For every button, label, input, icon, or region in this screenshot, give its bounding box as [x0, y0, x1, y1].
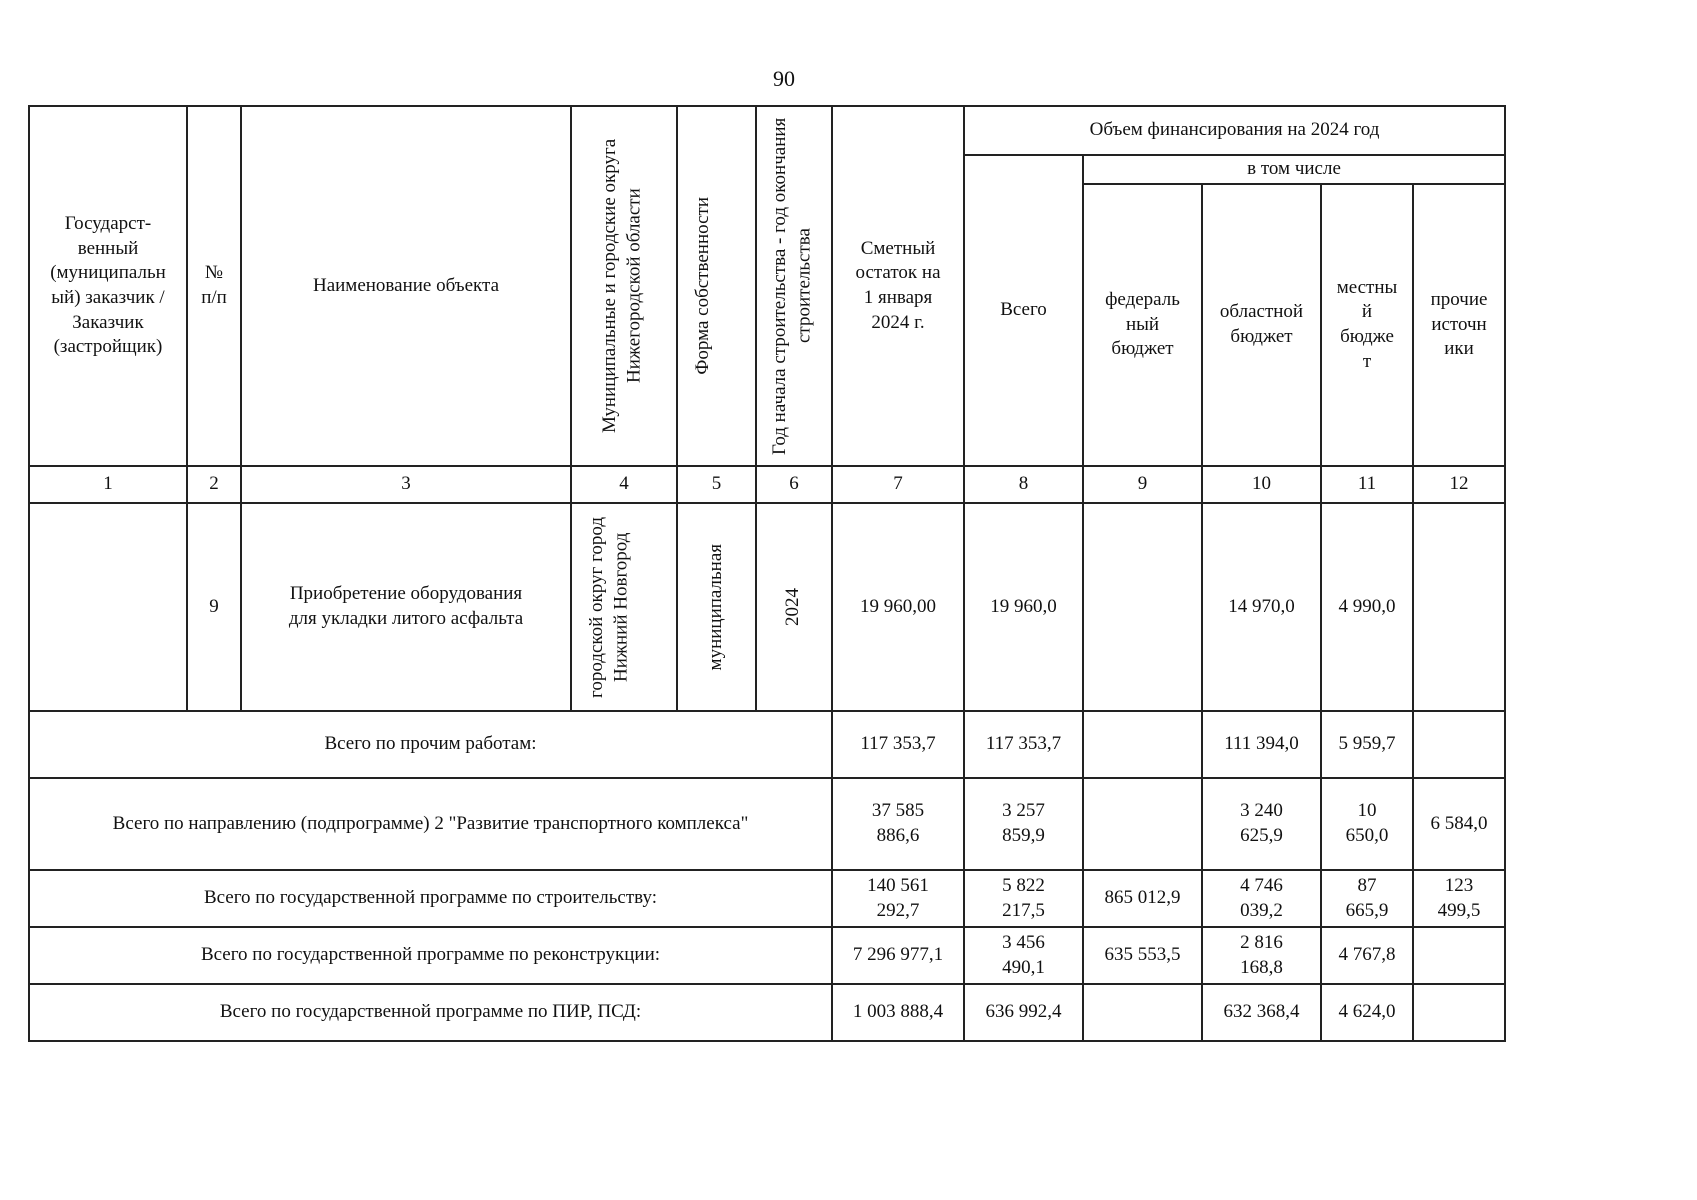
total-estimated-balance: 1 003 888,4 [832, 984, 964, 1041]
row-customer [29, 503, 187, 711]
total-local: 10 650,0 [1321, 778, 1413, 870]
header-num: № п/п [187, 106, 241, 466]
total-local: 4 767,8 [1321, 927, 1413, 984]
total-estimated-balance: 140 561 292,7 [832, 870, 964, 927]
total-row-reconstruction [29, 927, 1505, 984]
total-other [1413, 984, 1505, 1041]
page-number: 90 [773, 66, 795, 91]
header-estimated-balance: Сметный остаток на 1 января 2024 г. [832, 106, 964, 466]
row-local: 4 990,0 [1321, 503, 1413, 711]
total-total: 3 456 490,1 [964, 927, 1083, 984]
total-total: 5 822 217,5 [964, 870, 1083, 927]
total-other: 123 499,5 [1413, 870, 1505, 927]
header-municipal-districts [571, 106, 677, 466]
column-number: 11 [1321, 466, 1413, 503]
header-total: Всего [964, 155, 1083, 466]
total-other: 6 584,0 [1413, 778, 1505, 870]
total-label: Всего по государственной программе по реконструкции: [29, 927, 832, 984]
header-funding-volume: Объем финансирования на 2024 год [964, 106, 1505, 155]
column-number: 10 [1202, 466, 1321, 503]
total-regional: 2 816 168,8 [1202, 927, 1321, 984]
total-regional: 3 240 625,9 [1202, 778, 1321, 870]
total-estimated-balance: 117 353,7 [832, 711, 964, 778]
total-total: 117 353,7 [964, 711, 1083, 778]
total-local: 5 959,7 [1321, 711, 1413, 778]
total-local: 4 624,0 [1321, 984, 1413, 1041]
header-including: в том числе [1083, 155, 1505, 184]
row-object-name: Приобретение оборудования для укладки литого асфальта [241, 503, 571, 711]
header-object-name: Наименование объекта [241, 106, 571, 466]
header-ownership-form [677, 106, 756, 466]
table-row [29, 503, 1505, 711]
header-ownership-form-text: Форма собственности [691, 197, 713, 375]
total-federal [1083, 778, 1202, 870]
row-years-text: 2024 [782, 588, 803, 626]
row-ownership [677, 503, 756, 711]
total-federal: 865 012,9 [1083, 870, 1202, 927]
header-regional-budget: областной бюджет [1202, 184, 1321, 466]
column-number: 9 [1083, 466, 1202, 503]
total-label: Всего по государственной программе по строительству: [29, 870, 832, 927]
column-numbers-row [29, 466, 1505, 503]
row-district [571, 503, 677, 711]
total-estimated-balance: 37 585 886,6 [832, 778, 964, 870]
total-row-pir-psd [29, 984, 1505, 1041]
total-total: 3 257 859,9 [964, 778, 1083, 870]
total-other [1413, 711, 1505, 778]
row-regional: 14 970,0 [1202, 503, 1321, 711]
total-local: 87 665,9 [1321, 870, 1413, 927]
column-number: 3 [241, 466, 571, 503]
total-total: 636 992,4 [964, 984, 1083, 1041]
header-row-1 [29, 106, 1505, 155]
header-federal-budget: федераль ный бюджет [1083, 184, 1202, 466]
header-construction-years [756, 106, 832, 466]
total-regional: 632 368,4 [1202, 984, 1321, 1041]
total-other [1413, 927, 1505, 984]
header-local-budget: местны й бюдже т [1321, 184, 1413, 466]
column-number: 8 [964, 466, 1083, 503]
header-other-sources: прочие источн ики [1413, 184, 1505, 466]
total-label: Всего по прочим работам: [29, 711, 832, 778]
row-total: 19 960,0 [964, 503, 1083, 711]
column-number: 1 [29, 466, 187, 503]
header-construction-years-text: Год начала строительства - год окончания строительства [769, 117, 815, 455]
total-federal: 635 553,5 [1083, 927, 1202, 984]
total-row-other-works [29, 711, 1505, 778]
header-customer: Государст- венный (муниципальн ый) заказчик / Заказчик (застройщик) [29, 106, 187, 466]
row-federal [1083, 503, 1202, 711]
column-number: 5 [677, 466, 756, 503]
total-label: Всего по направлению (подпрограмме) 2 "Развитие транспортного комплекса" [29, 778, 832, 870]
column-number: 12 [1413, 466, 1505, 503]
total-regional: 4 746 039,2 [1202, 870, 1321, 927]
total-row-subprogram-2 [29, 778, 1505, 870]
column-number: 6 [756, 466, 832, 503]
total-federal [1083, 711, 1202, 778]
total-row-construction [29, 870, 1505, 927]
total-regional: 111 394,0 [1202, 711, 1321, 778]
column-number: 4 [571, 466, 677, 503]
total-federal [1083, 984, 1202, 1041]
column-number: 7 [832, 466, 964, 503]
financing-table [28, 105, 1506, 1042]
total-label: Всего по государственной программе по ПИР, ПСД: [29, 984, 832, 1041]
row-years [756, 503, 832, 711]
row-other [1413, 503, 1505, 711]
header-municipal-districts-text: Муниципальные и городские округа Нижегородской области [599, 138, 645, 434]
column-number: 2 [187, 466, 241, 503]
total-estimated-balance: 7 296 977,1 [832, 927, 964, 984]
row-ownership-text: муниципальная [704, 543, 726, 671]
row-num: 9 [187, 503, 241, 711]
row-estimated-balance: 19 960,00 [832, 503, 964, 711]
row-district-text: городской округ город Нижний Новгород [586, 516, 632, 698]
